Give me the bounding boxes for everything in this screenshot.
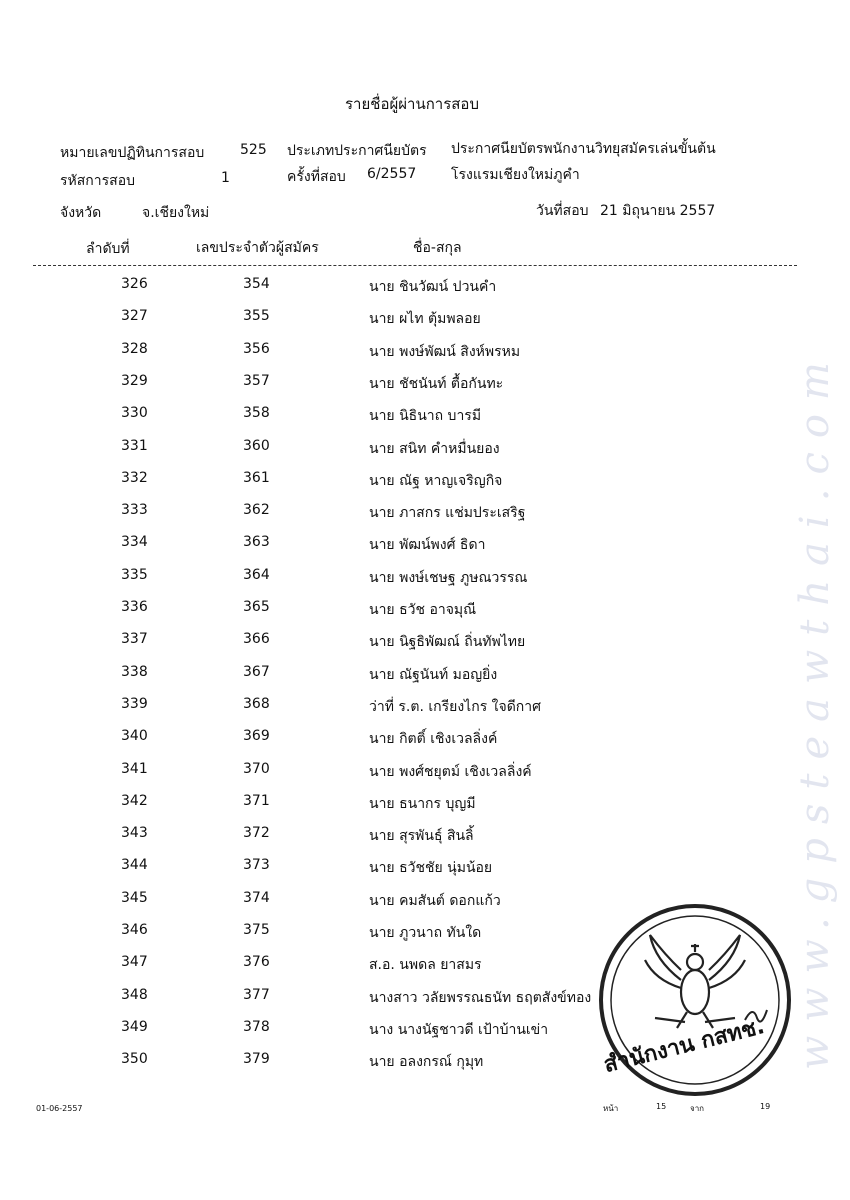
row-applicant-id: 364	[243, 567, 270, 583]
row-full-name: นาย ภูวนาถ ทันใด	[369, 925, 482, 941]
row-order-number: 339	[121, 696, 148, 712]
row-full-name: นาย ผไท ตุ้มพลอย	[369, 311, 481, 327]
table-row	[0, 793, 850, 825]
row-order-number: 342	[121, 793, 148, 809]
row-full-name: นางสาว วลัยพรรณธนัท ธฤตสังข์ทอง	[369, 990, 592, 1006]
row-applicant-id: 377	[243, 987, 270, 1003]
cert-type-value: ประกาศนียบัตรพนักงานวิทยุสมัครเล่นขั้นต้น	[451, 141, 716, 157]
exam-schedule-label: หมายเลขปฏิทินการสอบ	[60, 145, 205, 161]
site-watermark: www.gpsteawthai.com	[792, 348, 838, 1070]
column-header-order: ลำดับที่	[86, 241, 130, 257]
row-full-name: นาย นิฐธิพัฒณ์ ถิ่นทัพไทย	[369, 634, 526, 650]
row-order-number: 348	[121, 987, 148, 1003]
row-order-number: 333	[121, 502, 148, 518]
row-full-name: นาย นิธินาถ บารมี	[369, 408, 482, 424]
row-applicant-id: 362	[243, 502, 270, 518]
row-applicant-id: 356	[243, 341, 270, 357]
exam-code-value: 1	[221, 170, 230, 186]
row-order-number: 344	[121, 857, 148, 873]
row-order-number: 345	[121, 890, 148, 906]
row-applicant-id: 370	[243, 761, 270, 777]
row-full-name: นาย สนิท คำหมื่นยอง	[369, 441, 500, 457]
table-row	[0, 438, 850, 470]
exam-code-label: รหัสการสอบ	[60, 173, 135, 189]
row-order-number: 337	[121, 631, 148, 647]
table-row	[0, 696, 850, 728]
row-order-number: 350	[121, 1051, 148, 1067]
row-applicant-id: 375	[243, 922, 270, 938]
row-applicant-id: 372	[243, 825, 270, 841]
row-applicant-id: 374	[243, 890, 270, 906]
table-row	[0, 631, 850, 663]
row-order-number: 327	[121, 308, 148, 324]
row-full-name: นาย พงศ์ชยุตม์ เชิงเวลลิ่งค์	[369, 764, 532, 780]
row-order-number: 340	[121, 728, 148, 744]
table-row	[0, 599, 850, 631]
table-row	[0, 373, 850, 405]
table-row	[0, 308, 850, 340]
row-applicant-id: 378	[243, 1019, 270, 1035]
cert-type-label: ประเภทประกาศนียบัตร	[287, 143, 427, 159]
row-full-name: ส.อ. นพดล ยาสมร	[369, 957, 482, 973]
row-order-number: 341	[121, 761, 148, 777]
table-row	[0, 470, 850, 502]
row-full-name: นาย ณัฐ หาญเจริญกิจ	[369, 473, 503, 489]
row-full-name: นาย คมสันต์ ดอกแก้ว	[369, 893, 501, 909]
row-applicant-id: 371	[243, 793, 270, 809]
province-value: จ.เชียงใหม่	[142, 205, 210, 221]
row-full-name: ว่าที่ ร.ต. เกรียงไกร ใจดีกาศ	[369, 699, 542, 715]
row-applicant-id: 365	[243, 599, 270, 615]
table-row	[0, 857, 850, 889]
table-row	[0, 502, 850, 534]
row-applicant-id: 358	[243, 405, 270, 421]
row-full-name: นาย ธนากร บุญมี	[369, 796, 476, 812]
row-order-number: 332	[121, 470, 148, 486]
column-header-name: ชื่อ-สกุล	[413, 240, 462, 256]
row-full-name: นาย ชินวัฒน์ ปวนคำ	[369, 279, 497, 295]
row-full-name: นาย พงษ์พัฒน์ สิงห์พรหม	[369, 344, 521, 360]
row-order-number: 338	[121, 664, 148, 680]
row-applicant-id: 363	[243, 534, 270, 550]
row-applicant-id: 361	[243, 470, 270, 486]
row-order-number: 336	[121, 599, 148, 615]
row-order-number: 343	[121, 825, 148, 841]
row-order-number: 330	[121, 405, 148, 421]
exam-schedule-value: 525	[240, 142, 267, 158]
table-row	[0, 534, 850, 566]
header-divider	[33, 265, 797, 266]
row-full-name: นาย อลงกรณ์ กุมุท	[369, 1054, 484, 1070]
table-row	[0, 664, 850, 696]
row-applicant-id: 357	[243, 373, 270, 389]
table-row	[0, 761, 850, 793]
exam-date-label: วันที่สอบ	[536, 203, 589, 219]
venue: โรงแรมเชียงใหม่ภูคำ	[451, 167, 580, 183]
province-label: จังหวัด	[60, 205, 102, 221]
row-applicant-id: 367	[243, 664, 270, 680]
table-row	[0, 825, 850, 857]
seal-text: สำนักงาน กสทช.	[601, 1014, 768, 1079]
session-value: 6/2557	[367, 166, 417, 182]
page-label: หน้า	[603, 1104, 619, 1113]
page-title: รายชื่อผู้ผ่านการสอบ	[345, 95, 479, 113]
page-of-label: จาก	[690, 1104, 705, 1113]
column-header-applicant-id: เลขประจำตัวผู้สมัคร	[196, 240, 319, 256]
row-full-name: นาย กิตติ์ เชิงเวลลิ่งค์	[369, 731, 498, 747]
row-full-name: นาย สุรพันธุ์ สินลิ้	[369, 828, 474, 844]
row-full-name: นาง นางนัฐชาวดี เป้าบ้านเข่า	[369, 1022, 549, 1038]
table-row	[0, 728, 850, 760]
row-applicant-id: 376	[243, 954, 270, 970]
row-order-number: 335	[121, 567, 148, 583]
table-row	[0, 567, 850, 599]
row-applicant-id: 379	[243, 1051, 270, 1067]
table-row	[0, 405, 850, 437]
garuda-emblem-icon	[645, 935, 745, 1028]
row-applicant-id: 368	[243, 696, 270, 712]
row-full-name: นาย พัฒน์พงศ์ ธิดา	[369, 537, 486, 553]
row-order-number: 349	[121, 1019, 148, 1035]
row-order-number: 328	[121, 341, 148, 357]
row-full-name: นาย ธวัช อาจมุณี	[369, 602, 477, 618]
row-full-name: นาย ภาสกร แช่มประเสริฐ	[369, 505, 526, 521]
page-current: 15	[656, 1102, 667, 1111]
document-date: 01-06-2557	[36, 1104, 83, 1113]
row-order-number: 334	[121, 534, 148, 550]
row-full-name: นาย ธวัชชัย นุ่มน้อย	[369, 860, 493, 876]
row-applicant-id: 355	[243, 308, 270, 324]
page-total: 19	[760, 1102, 771, 1111]
row-order-number: 331	[121, 438, 148, 454]
row-applicant-id: 360	[243, 438, 270, 454]
row-applicant-id: 373	[243, 857, 270, 873]
row-full-name: นาย พงษ์เชษฐ ภูษณวรรณ	[369, 570, 528, 586]
row-applicant-id: 354	[243, 276, 270, 292]
table-row	[0, 276, 850, 308]
row-order-number: 346	[121, 922, 148, 938]
exam-date-value: 21 มิถุนายน 2557	[600, 203, 716, 219]
row-order-number: 347	[121, 954, 148, 970]
row-applicant-id: 369	[243, 728, 270, 744]
row-order-number: 326	[121, 276, 148, 292]
row-full-name: นาย ชัชนันท์ ตื้อกันทะ	[369, 376, 504, 392]
row-full-name: นาย ณัฐนันท์ มอญยิ่ง	[369, 667, 498, 683]
session-label: ครั้งที่สอบ	[287, 169, 346, 185]
row-applicant-id: 366	[243, 631, 270, 647]
row-order-number: 329	[121, 373, 148, 389]
table-row	[0, 341, 850, 373]
